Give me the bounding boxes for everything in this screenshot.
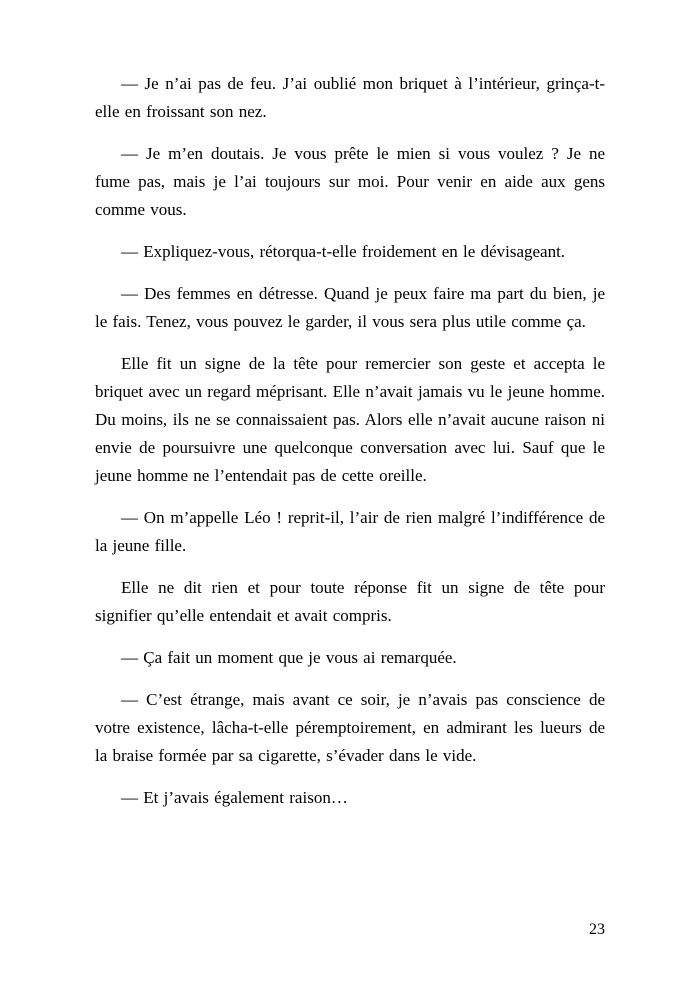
- paragraph: Elle ne dit rien et pour toute réponse fit un signe de tête pour signifier qu’elle entendait et avait compris.: [95, 578, 605, 625]
- page-number: 23: [589, 921, 605, 938]
- paragraph: — C’est étrange, mais avant ce soir, je n’avais pas conscience de votre existence, lâcha-t-elle péremptoirement, en admirant les lueurs de la braise formée par sa cigarette, s’évader dans le vide.: [95, 690, 605, 765]
- paragraph: — On m’appelle Léo ! reprit-il, l’air de rien malgré l’indifférence de la jeune fille.: [95, 508, 605, 555]
- paragraph: — Des femmes en détresse. Quand je peux faire ma part du bien, je le fais. Tenez, vous pouvez le garder, il vous sera plus utile comme ça.: [95, 284, 605, 331]
- paragraph: — Je m’en doutais. Je vous prête le mien si vous voulez ? Je ne fume pas, mais je l’ai toujours sur moi. Pour venir en aide aux gens comme vous.: [95, 144, 605, 219]
- paragraph: — Ça fait un moment que je vous ai remarquée.: [121, 648, 457, 667]
- paragraph: — Et j’avais également raison…: [121, 788, 348, 807]
- paragraph: — Je n’ai pas de feu. J’ai oublié mon briquet à l’intérieur, grinça-t-elle en froissant son nez.: [95, 74, 605, 121]
- paragraph: Elle fit un signe de la tête pour remercier son geste et accepta le briquet avec un regard méprisant. Elle n’avait jamais vu le jeune homme. Du moins, ils ne se connaissaient pas. Alors elle n’avait aucune raison ni envie de poursuivre une quelconque conversation avec lui. Sauf que le jeune homme ne l’entendait pas de cette oreille.: [95, 354, 605, 485]
- page-text: [95, 70, 605, 812]
- paragraph: — Expliquez-vous, rétorqua-t-elle froidement en le dévisageant.: [121, 242, 566, 261]
